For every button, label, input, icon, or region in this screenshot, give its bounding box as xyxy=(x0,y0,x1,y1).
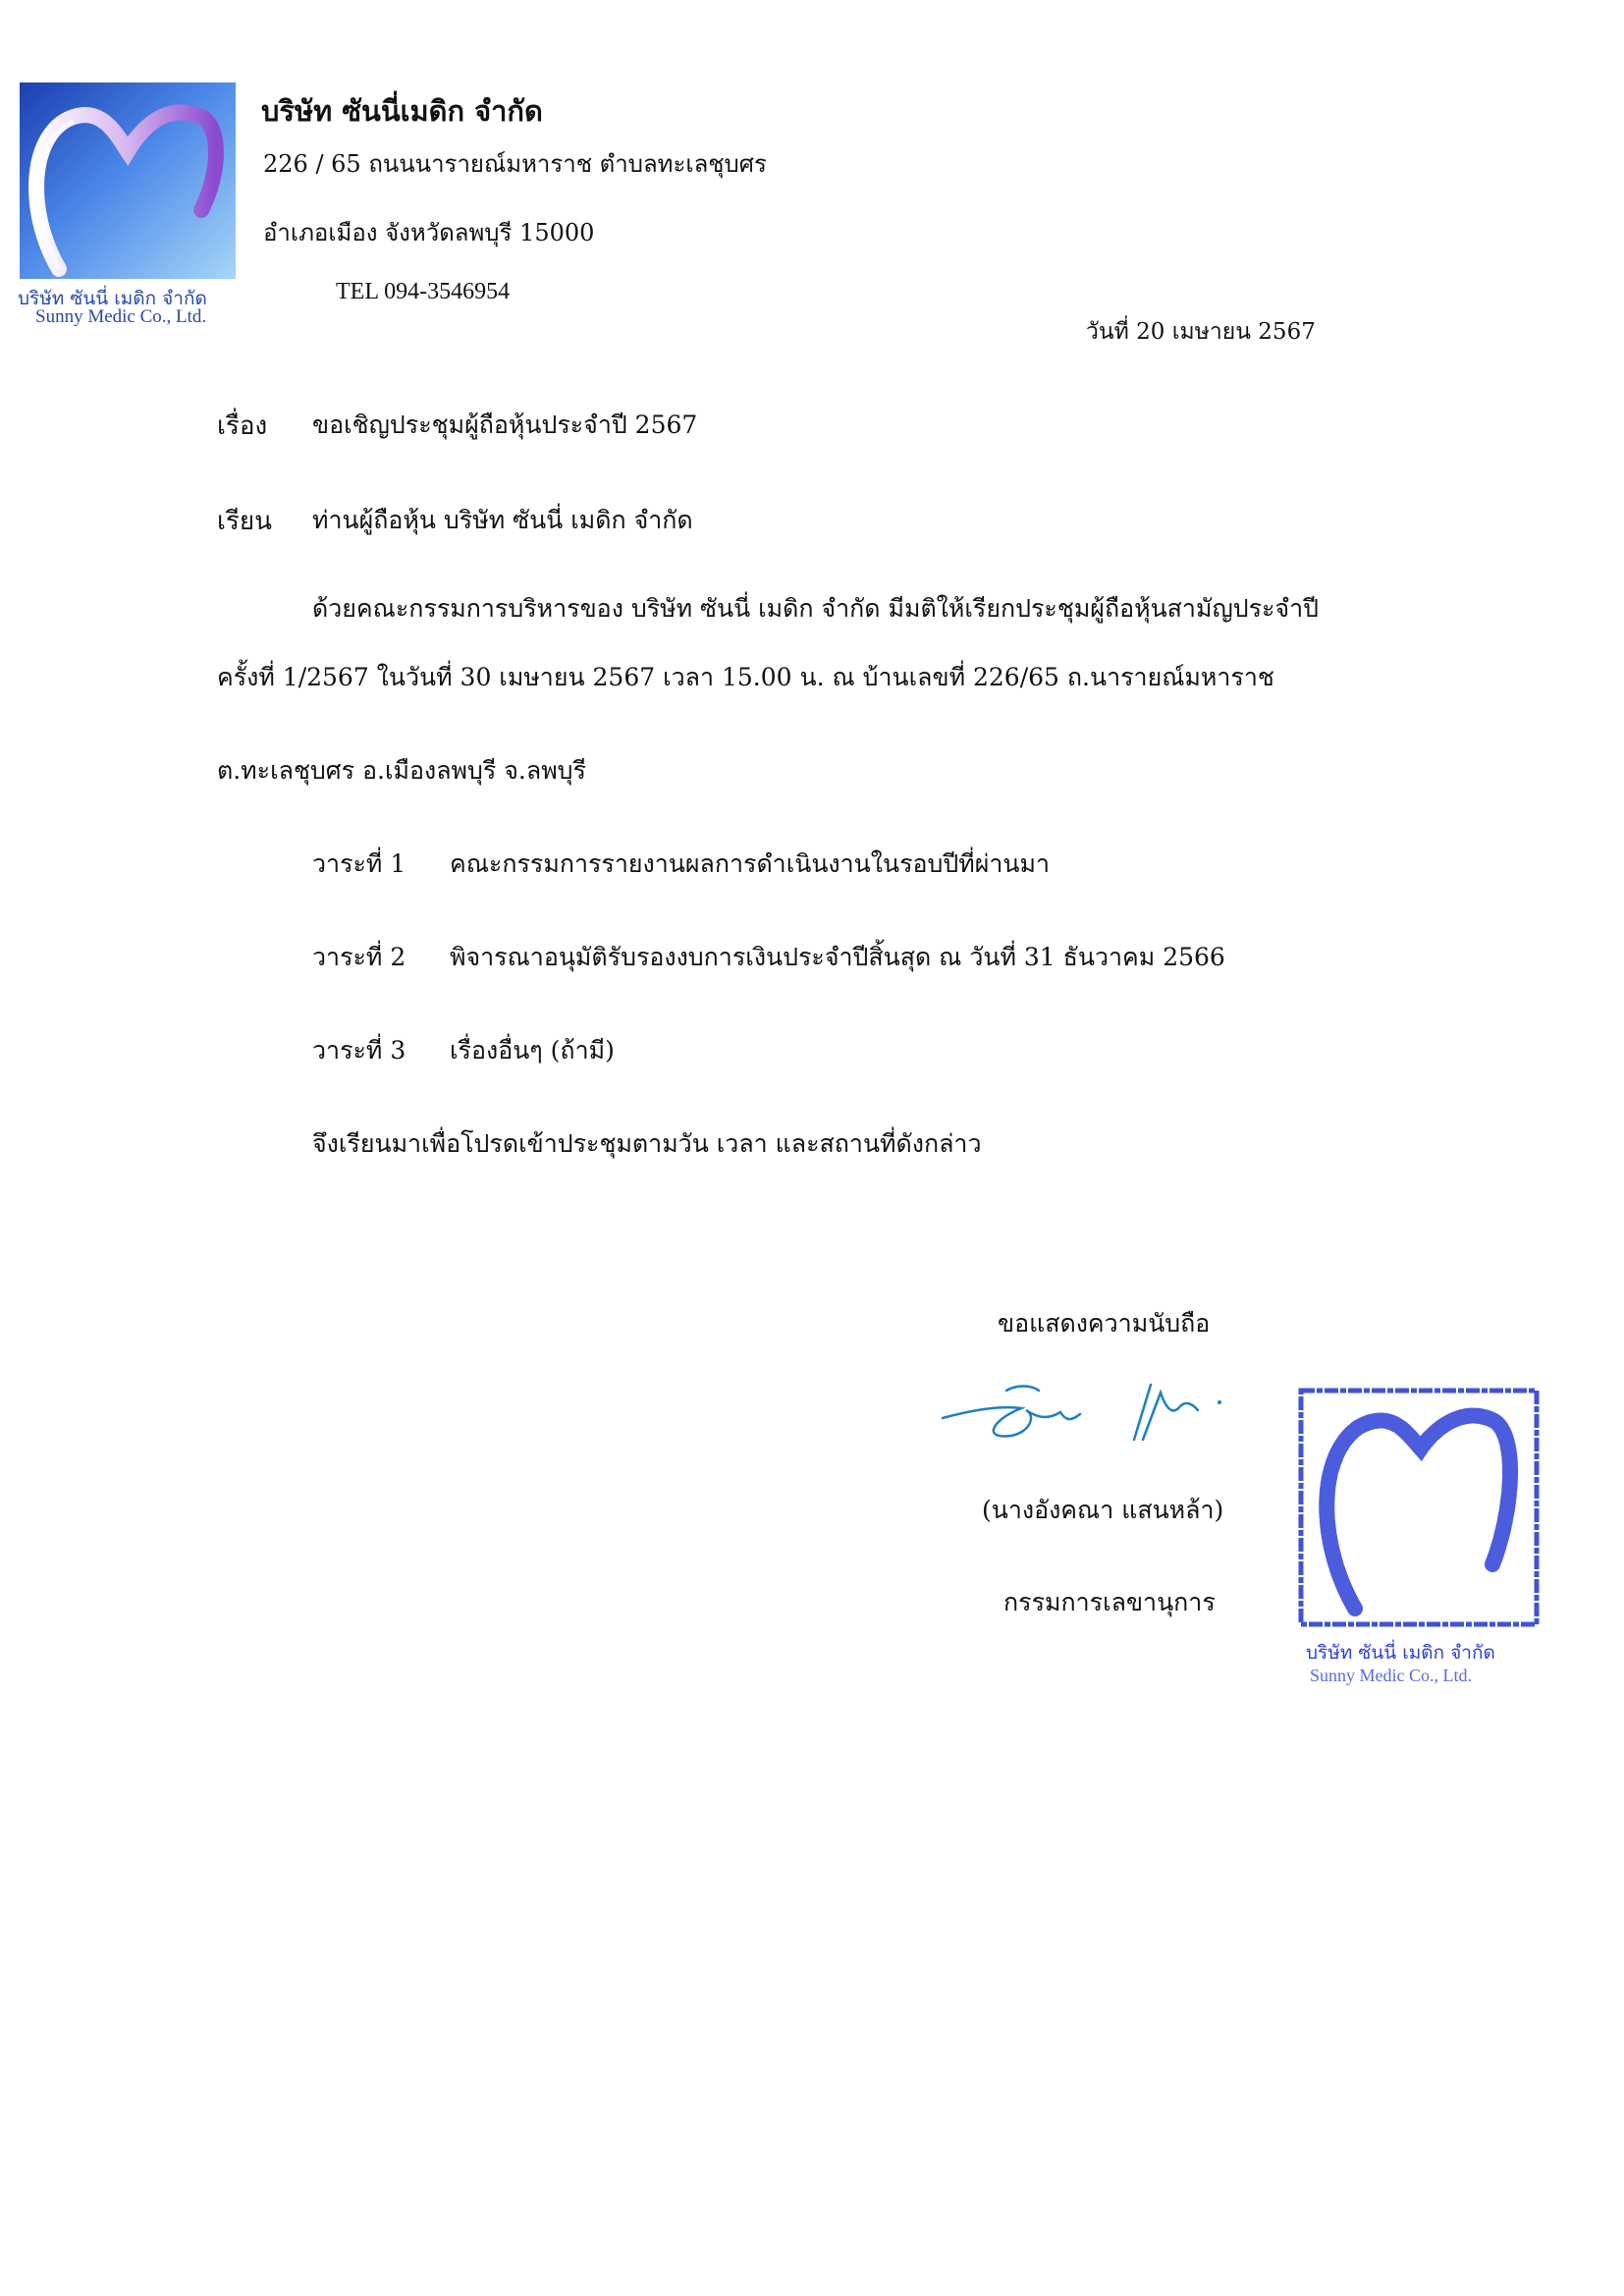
body-line-3: ต.ทะเลชุบศร อ.เมืองลพบุรี จ.ลพบุรี xyxy=(217,756,586,785)
agenda-text-1: คณะกรรมการรายงานผลการดำเนินงานในรอบปีที่ผ่านมา xyxy=(450,849,1051,878)
stamp-heart-icon xyxy=(1298,1388,1540,1627)
subject-text: ขอเชิญประชุมผู้ถือหุ้นประจำปี 2567 xyxy=(312,410,698,439)
agenda-text-3: เรื่องอื่นๆ (ถ้ามี) xyxy=(450,1036,615,1065)
body-line-1: ด้วยคณะกรรมการบริหารของ บริษัท ซันนี่ เมดิก จำกัด มีมติให้เรียกประชุมผู้ถือหุ้นสามัญประจำปี xyxy=(312,594,1320,623)
letter-date: วันที่ 20 เมษายน 2567 xyxy=(1086,319,1316,345)
company-name: บริษัท ซันนี่เมดิก จำกัด xyxy=(261,94,543,128)
closing-paragraph: จึงเรียนมาเพื่อโปรดเข้าประชุมตามวัน เวลา และสถานที่ดังกล่าว xyxy=(312,1129,982,1158)
agenda-label-1: วาระที่ 1 xyxy=(312,849,406,878)
salutation: ขอแสดงความนับถือ xyxy=(998,1309,1211,1338)
agenda-label-3: วาระที่ 3 xyxy=(312,1036,406,1065)
recipient-text: ท่านผู้ถือหุ้น บริษัท ซันนี่ เมดิก จำกัด xyxy=(312,506,693,534)
logo-caption-english: Sunny Medic Co., Ltd. xyxy=(35,306,207,327)
logo-caption-thai: บริษัท ซันนี่ เมดิก จำกัด xyxy=(18,288,207,309)
agenda-label-2: วาระที่ 2 xyxy=(312,943,406,971)
heart-tooth-logo-icon xyxy=(20,82,236,279)
company-logo xyxy=(20,82,236,279)
recipient-label: เรียน xyxy=(217,507,272,536)
phone-number: TEL 094-3546954 xyxy=(336,279,511,304)
signature-icon xyxy=(933,1371,1247,1459)
signer-name: (นางอังคณา แสนหล้า) xyxy=(982,1496,1224,1524)
body-line-2: ครั้งที่ 1/2567 ในวันที่ 30 เมษายน 2567 เวลา 15.00 น. ณ บ้านเลขที่ 226/65 ถ.นารายณ์มหาราช xyxy=(217,663,1274,691)
address-line-2: อำเภอเมือง จังหวัดลพบุรี 15000 xyxy=(263,219,595,246)
agenda-text-2: พิจารณาอนุมัติรับรองงบการเงินประจำปีสิ้นสุด ณ วันที่ 31 ธันวาคม 2566 xyxy=(450,943,1225,971)
company-stamp xyxy=(1298,1388,1540,1627)
subject-label: เรื่อง xyxy=(217,411,268,441)
stamp-caption-thai: บริษัท ซันนี่ เมดิก จำกัด xyxy=(1306,1642,1495,1664)
signer-title: กรรมการเลขานุการ xyxy=(1003,1588,1216,1616)
stamp-caption-english: Sunny Medic Co., Ltd. xyxy=(1310,1666,1472,1685)
address-line-1: 226 / 65 ถนนนารายณ์มหาราช ตำบลทะเลชุบศร xyxy=(263,150,767,178)
